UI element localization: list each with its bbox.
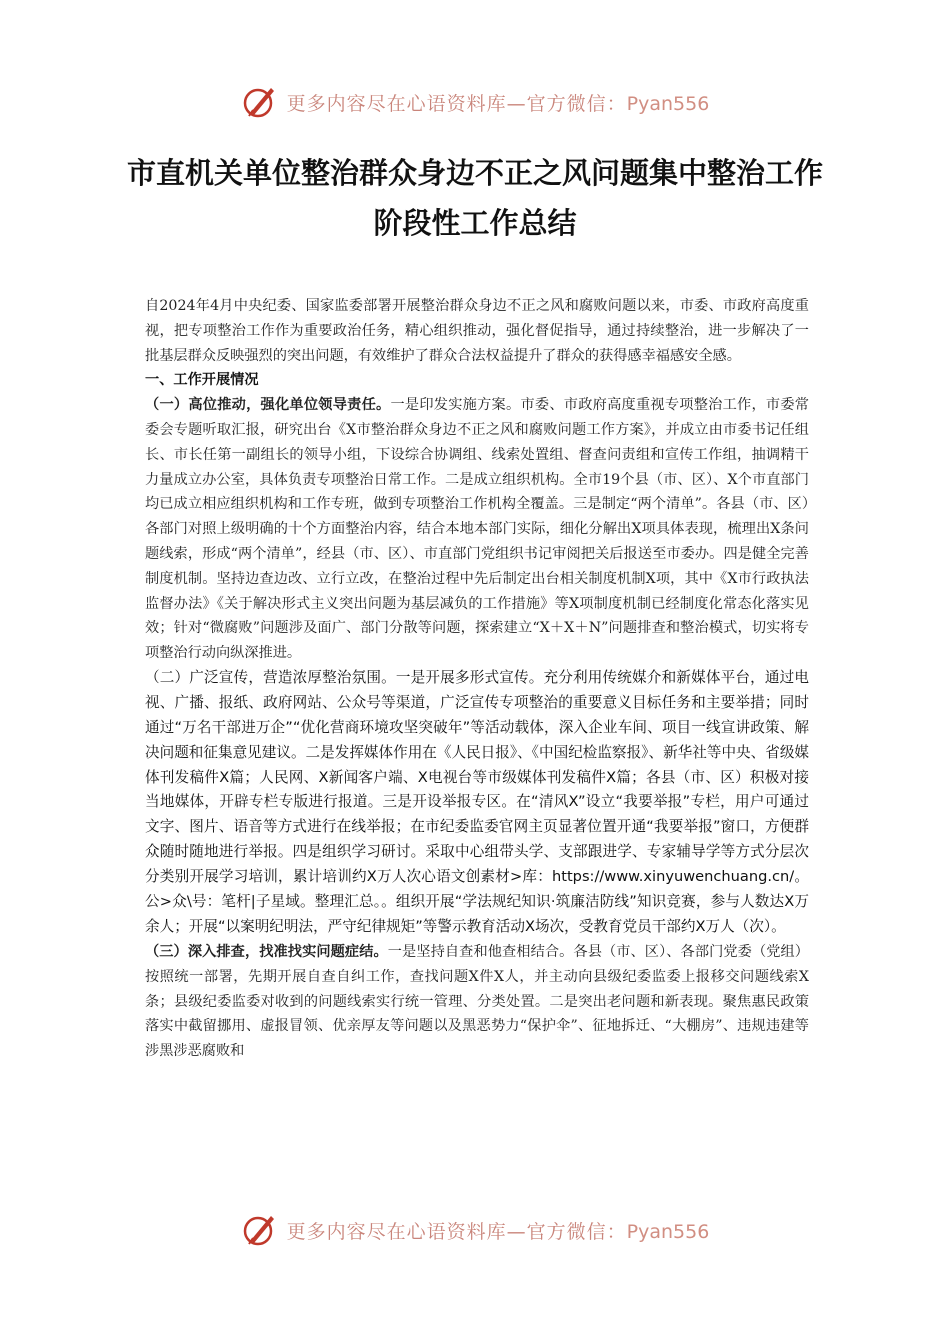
paragraph-3 xyxy=(145,940,809,1064)
wechat-handle: Pyan556 xyxy=(626,1220,710,1243)
header-watermark-banner xyxy=(0,82,950,122)
watermark-text: 更多内容尽在心语资料库—官方微信：Pyan556 xyxy=(286,92,710,115)
paragraph-1-body: 一是印发实施方案。市委、市政府高度重视专项整治工作，市委常委会专题听取汇报，研究出台《X市整治群众身边不正之风和腐败问题工作方案》，并成立由市委书记任组长、市长任第一副组长的领导小组，下设综合协调组、线索处置组、督查问责组和宣传工作组，抽调精干力量成立办公室，具体负责专项整治日常工作。二是成立组织机构。全市19个县（市、区）、X个市直部门均已成立相应组织机构和工作专班，做到专项整治工作机构全覆盖。三是制定“两个清单”。各县（市、区）各部门对照上级明确的十个方面整治内容，结合本地本部门实际，细化分解出X项具体表现，梳理出X条问题线索，形成“两个清单”，经县（市、区）、市直部门党组织书记审阅把关后报送至市委办。四是健全完善制度机制。坚持边查边改、立行立改，在整治过程中先后制定出台相关制度机制X项，其中《X市行政执法监督办法》《关于解决形式主义突出问题为基层减负的工作措施》等X项制度机制已经制度化常态化落实见效；针对“微腐败”问题涉及面广、部门分散等问题，探索建立“X＋X＋N”问题排查和整治模式，切实将专项整治行动向纵深推进。 xyxy=(145,397,809,662)
section-heading: 一、工作开展情况 xyxy=(145,372,259,389)
paragraph-3-lead: （三）深入排查，找准找实问题症结。 xyxy=(145,943,388,960)
footer-watermark-banner xyxy=(0,1210,950,1250)
document-body xyxy=(145,294,809,1064)
quill-logo-icon xyxy=(241,1210,281,1250)
document-title: 市直机关单位整治群众身边不正之风问题集中整治工作阶段性工作总结 xyxy=(126,156,823,240)
paragraph-3-body: 一是坚持自查和他查相结合。各县（市、区）、各部门党委（党组）按照统一部署，先期开展自查自纠工作，查找问题X件X人，并主动向县级纪委监委上报移交问题线索X条；县级纪委监委对收到的问题线索实行统一管理、分类处置。二是突出老问题和新表现。聚焦惠民政策落实中截留挪用、虚报冒领、优亲厚友等问题以及黑恶势力“保护伞”、征地拆迁、“大棚房”、违规违建等涉黑涉恶腐败和 xyxy=(145,943,809,1060)
watermark-text: 更多内容尽在心语资料库—官方微信：Pyan556 xyxy=(286,1220,710,1243)
intro-paragraph: 自2024年4月中央纪委、国家监委部署开展整治群众身边不正之风和腐败问题以来，市委、市政府高度重视，把专项整治工作作为重要政治任务，精心组织推动，强化督促指导，通过持续整治，进一步解决了一批基层群众反映强烈的突出问题，有效维护了群众合法权益提升了群众的获得感幸福感安全感。 xyxy=(145,298,809,364)
quill-logo-icon xyxy=(241,82,281,122)
paragraph-2: （二）广泛宣传，营造浓厚整治氛围。一是开展多形式宣传。充分利用传统媒介和新媒体平台，通过电视、广播、报纸、政府网站、公众号等渠道，广泛宣传专项整治的重要意义目标任务和主要举措；同时通过“万名干部进万企”“优化营商环境攻坚突破年”等活动载体，深入企业车间、项目一线宣讲政策、解决问题和征集意见建议。二是发挥媒体作用在《人民日报》、《中国纪检监察报》、新华社等中央、省级媒体刊发稿件X篇；人民网、X新闻客户端、X电视台等市级媒体刊发稿件X篇；各县（市、区）积极对接当地媒体，开辟专栏专版进行报道。三是开设举报专区。在“清风X”设立“我要举报”专栏，用户可通过文字、图片、语音等方式进行在线举报；在市纪委监委官网主页显著位置开通“我要举报”窗口，方便群众随时随地进行举报。四是组织学习研讨。采取中心组带头学、支部跟进学、专家辅导学等方式分层次分类别开展学习培训，累计培训约X万人次心语文创素材>库：https://www.xinyuwenchuang.cn/。公>众\号：笔杆|子星域。整理汇总。。组织开展“学法规纪知识·筑廉洁防线”知识竞赛，参与人数达X万余人；开展“以案明纪明法，严守纪律规矩”等警示教育活动X场次，受教育党员干部约X万人（次）。 xyxy=(145,668,810,936)
paragraph-1 xyxy=(145,393,809,666)
wechat-handle: Pyan556 xyxy=(626,92,710,115)
paragraph-1-lead: （一）高位推动，强化单位领导责任。 xyxy=(145,397,391,414)
